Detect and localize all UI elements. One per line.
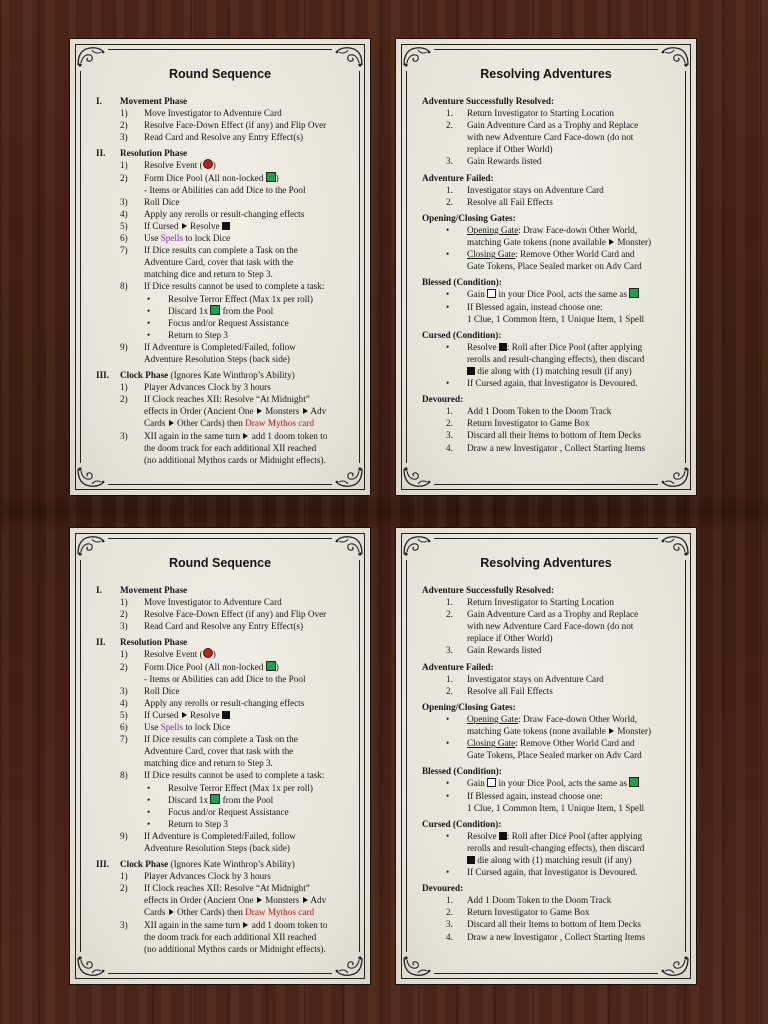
spells-keyword: Spells [160,233,184,244]
flourish-ornament [334,467,364,489]
flourish-ornament [76,467,106,489]
resolving-adventures-body: Adventure Successfully Resolved: 1. Return Investigator to Starting Location 2. Gain Adventure Card as a Trophy and Replace with new Adventure Card Face-down (do not replace if Other World) 3. Gain Rewards listed Adventure Failed: 1. Investigator stays on Adventure Card 2. Resolve all Fail Effects Opening/Closing Gates: • Opening Gate: Draw Face-down Other World, matching Gate tokens (none available Monster) • Closing Gate: Remove Other World Card and Gate Tokens, Place Sealed marker on Adv Card Blessed (Condition): • Gain in your Dice Pool, acts the same as • If Blessed again, instead choose one: 1 Clue, 1 Common Item, 1 Unique Item, 1 Spell Cursed (Condition): • Resolve : Roll after Dice Pool (after applying rerolls and result-changing effects), then discard die along with (1) matching result (if any) • If Cursed again, that Investigator is Devoured. Devoured: 1. Add 1 Doom Token to the Doom Track 2. Return Investigator to Game Box 3. Discard all their Items to bottom of Item Decks 4. Draw a new Investigator , Collect Starting Items [422,584,678,943]
step-text: Move Investigator to Adventure Card [144,597,282,608]
green-die-icon [210,794,220,804]
section-heading: Devoured: [422,883,464,894]
resolving-adventures-card [395,527,697,985]
section-heading: Devoured: [422,394,464,405]
flourish-ornament [402,956,432,978]
black-die-icon [467,367,475,375]
arrow-right-icon [257,408,262,414]
card-title: Round Sequence [168,67,272,81]
round-sequence-card [69,38,371,496]
section-heading: Adventure Failed: [422,172,494,183]
section-heading: Clock Phase [120,370,169,381]
round-sequence-body: I. Movement Phase 1) Move Investigator to Adventure Card 2) Resolve Face-Down Effect (if any) and Flip Over 3) Read Card and Resolve any Entry Effect(s) II. Resolution Phase 1) Resolve Event ( ) 2) Form Dice Pool (All non-locked ) - Items or Abilities can add Dice to the Pool 3) Roll Dice 4) Apply any rerolls or result-changing effects 5) If Cursed Resolve 6) Use Spells to lock Dice 7) If Dice results can complete a Task on the Adventure Card, cover that task with the matching dice and return to Step 3. 8) If Dice results cannot be used to complete a task: • Resolve Terror Effect (Max 1x per roll) • Discard 1x from the Pool • Focus and/or Request Assistance • Return to Step 3 9) If Adventure is Completed/Failed, follow Adventure Resolution Steps (back side) III. Clock Phase (Ignores Kate Winthrop’s Ability) 1) Player Advances Clock by 3 hours 2) If Clock reaches XII: Resolve “At Midnight” effects in Order (Ancient One Monsters Adv Cards Other Cards) then Draw Mythos card 3) XII again in the same turn add 1 doom token to the doom track for each additional XII reached (no additional Mythos cards or Midnight effects). [96,585,328,954]
section-heading: Resolution Phase [120,637,188,648]
flourish-ornament [334,956,364,978]
step-text: Resolve Face-Down Effect (if any) and Flip Over [144,609,327,620]
event-token-icon [203,159,213,169]
arrow-right-icon [257,897,262,903]
flourish-ornament [76,534,106,556]
flourish-ornament [660,467,690,489]
black-die-icon [467,856,475,864]
section-heading: Resolution Phase [120,148,188,159]
section-heading: Clock Phase [120,859,169,870]
flourish-ornament [334,534,364,556]
white-die-icon [487,778,496,787]
section-numeral: I. [96,585,102,595]
flourish-ornament [402,45,432,67]
step-text: Resolve Face-Down Effect (if any) and Flip Over [144,120,327,131]
white-die-icon [487,289,496,298]
arrow-right-icon [243,433,248,439]
section-heading: Cursed (Condition): [422,329,502,340]
section-heading: Opening/Closing Gates: [422,701,516,712]
black-die-icon [499,832,507,840]
mythos-keyword: Draw Mythos card [245,418,315,429]
section-heading: Movement Phase [120,585,188,595]
section-numeral: III. [96,859,110,870]
section-heading: Adventure Successfully Resolved: [422,96,555,106]
round-sequence-body: I. Movement Phase 1) Move Investigator to Adventure Card 2) Resolve Face-Down Effect (if any) and Flip Over 3) Read Card and Resolve any Entry Effect(s) II. Resolution Phase 1) Resolve Event ( ) 2) Form Dice Pool (All non-locked ) - Items or Abilities can add Dice to the Pool 3) Roll Dice 4) Apply any rerolls or result-changing effects 5) If Cursed Resolve 6) Use Spells to lock Dice 7) If Dice results can complete a Task on the Adventure Card, cover that task with the matching dice and return to Step 3. 8) If Dice results cannot be used to complete a task: • Resolve Terror Effect (Max 1x per roll) • Discard 1x from the Pool • Focus and/or Request Assistance • Return to Step 3 9) If Adventure is Completed/Failed, follow Adventure Resolution Steps (back side) III. Clock Phase (Ignores Kate Winthrop’s Ability) 1) Player Advances Clock by 3 hours 2) If Clock reaches XII: Resolve “At Midnight” effects in Order (Ancient One Monsters Adv Cards Other Cards) then Draw Mythos card 3) XII again in the same turn add 1 doom token to the doom track for each additional XII reached (no additional Mythos cards or Midnight effects). [96,96,328,465]
section-numeral: II. [96,637,106,648]
section-numeral: II. [96,148,106,159]
card-title: Resolving Adventures [480,67,612,81]
step-text: Read Card and Resolve any Entry Effect(s) [144,621,304,632]
section-numeral: III. [96,370,110,381]
flourish-ornament [660,534,690,556]
black-die-icon [222,222,230,230]
card-title: Round Sequence [168,556,272,570]
section-heading: Adventure Successfully Resolved: [422,585,555,595]
arrow-right-icon [609,239,614,245]
arrow-right-icon [182,223,187,229]
section-heading: Adventure Failed: [422,661,494,672]
mythos-keyword: Draw Mythos card [245,907,315,918]
flourish-ornament [660,956,690,978]
arrow-right-icon [182,712,187,718]
section-heading: Blessed (Condition): [422,766,502,777]
arrow-right-icon [169,909,174,915]
section-heading: Cursed (Condition): [422,818,502,829]
black-die-icon [222,711,230,719]
flourish-ornament [402,534,432,556]
arrow-right-icon [609,728,614,734]
event-token-icon [203,648,213,658]
resolving-adventures-body: Adventure Successfully Resolved: 1. Return Investigator to Starting Location 2. Gain Adventure Card as a Trophy and Replace with new Adventure Card Face-down (do not replace if Other World) 3. Gain Rewards listed Adventure Failed: 1. Investigator stays on Adventure Card 2. Resolve all Fail Effects Opening/Closing Gates: • Opening Gate: Draw Face-down Other World, matching Gate tokens (none available Monster) • Closing Gate: Remove Other World Card and Gate Tokens, Place Sealed marker on Adv Card Blessed (Condition): • Gain in your Dice Pool, acts the same as • If Blessed again, instead choose one: 1 Clue, 1 Common Item, 1 Unique Item, 1 Spell Cursed (Condition): • Resolve : Roll after Dice Pool (after applying rerolls and result-changing effects), then discard die along with (1) matching result (if any) • If Cursed again, that Investigator is Devoured. Devoured: 1. Add 1 Doom Token to the Doom Track 2. Return Investigator to Game Box 3. Discard all their Items to bottom of Item Decks 4. Draw a new Investigator , Collect Starting Items [422,95,678,454]
green-die-icon [629,288,639,298]
section-heading: Opening/Closing Gates: [422,212,516,223]
resolving-adventures-card [395,38,697,496]
step-text: Read Card and Resolve any Entry Effect(s) [144,132,304,143]
flourish-ornament [76,45,106,67]
section-numeral: I. [96,96,102,106]
arrow-right-icon [303,897,308,903]
green-die-icon [266,661,276,671]
flourish-ornament [76,956,106,978]
section-heading: Movement Phase [120,96,188,106]
flourish-ornament [334,45,364,67]
arrow-right-icon [169,420,174,426]
flourish-ornament [660,45,690,67]
green-die-icon [210,305,220,315]
section-heading: Blessed (Condition): [422,277,502,288]
green-die-icon [629,777,639,787]
arrow-right-icon [243,922,248,928]
card-title: Resolving Adventures [480,556,612,570]
black-die-icon [499,343,507,351]
arrow-right-icon [303,408,308,414]
step-text: Move Investigator to Adventure Card [144,108,282,119]
spells-keyword: Spells [160,722,184,733]
round-sequence-card [69,527,371,985]
green-die-icon [266,172,276,182]
flourish-ornament [402,467,432,489]
